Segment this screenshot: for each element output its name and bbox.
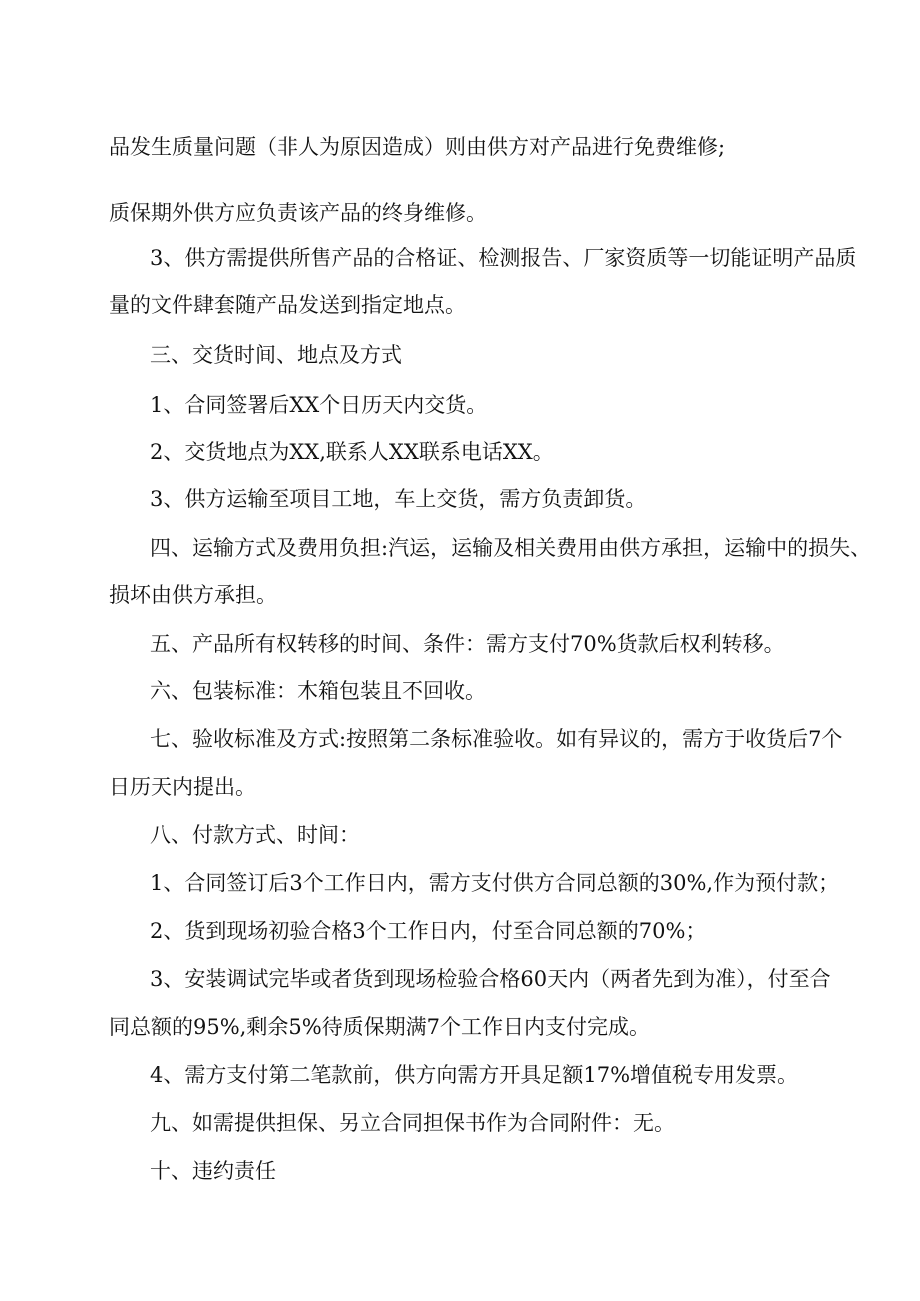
section-heading: 十、违约责任 bbox=[150, 1159, 276, 1183]
text-line: 3、供方运输至项目工地，车上交货，需方负责卸货。 bbox=[150, 487, 647, 511]
text-line: 3、供方需提供所售产品的合格证、检测报告、厂家资质等一切能证明产品质 bbox=[150, 246, 857, 270]
text-line: 2、货到现场初验合格3个工作日内，付至合同总额的70%； bbox=[150, 919, 707, 943]
section-heading: 九、如需提供担保、另立合同担保书作为合同附件：无。 bbox=[150, 1111, 675, 1135]
text-line: 4、需方支付第二笔款前，供方向需方开具足额17%增值税专用发票。 bbox=[150, 1063, 799, 1087]
text-line: 品发生质量问题（非人为原因造成）则由供方对产品进行免费维修; bbox=[109, 135, 726, 159]
text-line: 2、交货地点为XX,联系人XX联系电话XX。 bbox=[150, 440, 554, 464]
section-heading: 七、验收标准及方式:按照第二条标准验收。如有异议的，需方于收货后7个 bbox=[150, 727, 843, 751]
text-line: 3、安装调试完毕或者货到现场检验合格60天内（两者先到为准），付至合 bbox=[150, 967, 831, 991]
text-line: 日历天内提出。 bbox=[109, 775, 256, 799]
text-line: 量的文件肆套随产品发送到指定地点。 bbox=[109, 293, 466, 317]
text-line: 1、合同签署后XX个日历天内交货。 bbox=[150, 393, 488, 417]
text-line: 质保期外供方应负责该产品的终身维修。 bbox=[109, 201, 487, 225]
section-heading: 八、付款方式、时间： bbox=[150, 823, 360, 847]
text-line: 1、合同签订后3个工作日内，需方支付供方合同总额的30%,作为预付款； bbox=[150, 871, 840, 895]
section-heading: 四、运输方式及费用负担:汽运，运输及相关费用由供方承担，运输中的损失、 bbox=[150, 536, 872, 560]
section-heading: 三、交货时间、地点及方式 bbox=[150, 343, 402, 367]
text-line: 同总额的95%,剩余5%待质保期满7个工作日内支付完成。 bbox=[109, 1015, 651, 1039]
text-line: 损坏由供方承担。 bbox=[109, 583, 277, 607]
section-heading: 五、产品所有权转移的时间、条件：需方支付70%货款后权利转移。 bbox=[150, 632, 785, 656]
section-heading: 六、包装标准：木箱包装且不回收。 bbox=[150, 679, 486, 703]
